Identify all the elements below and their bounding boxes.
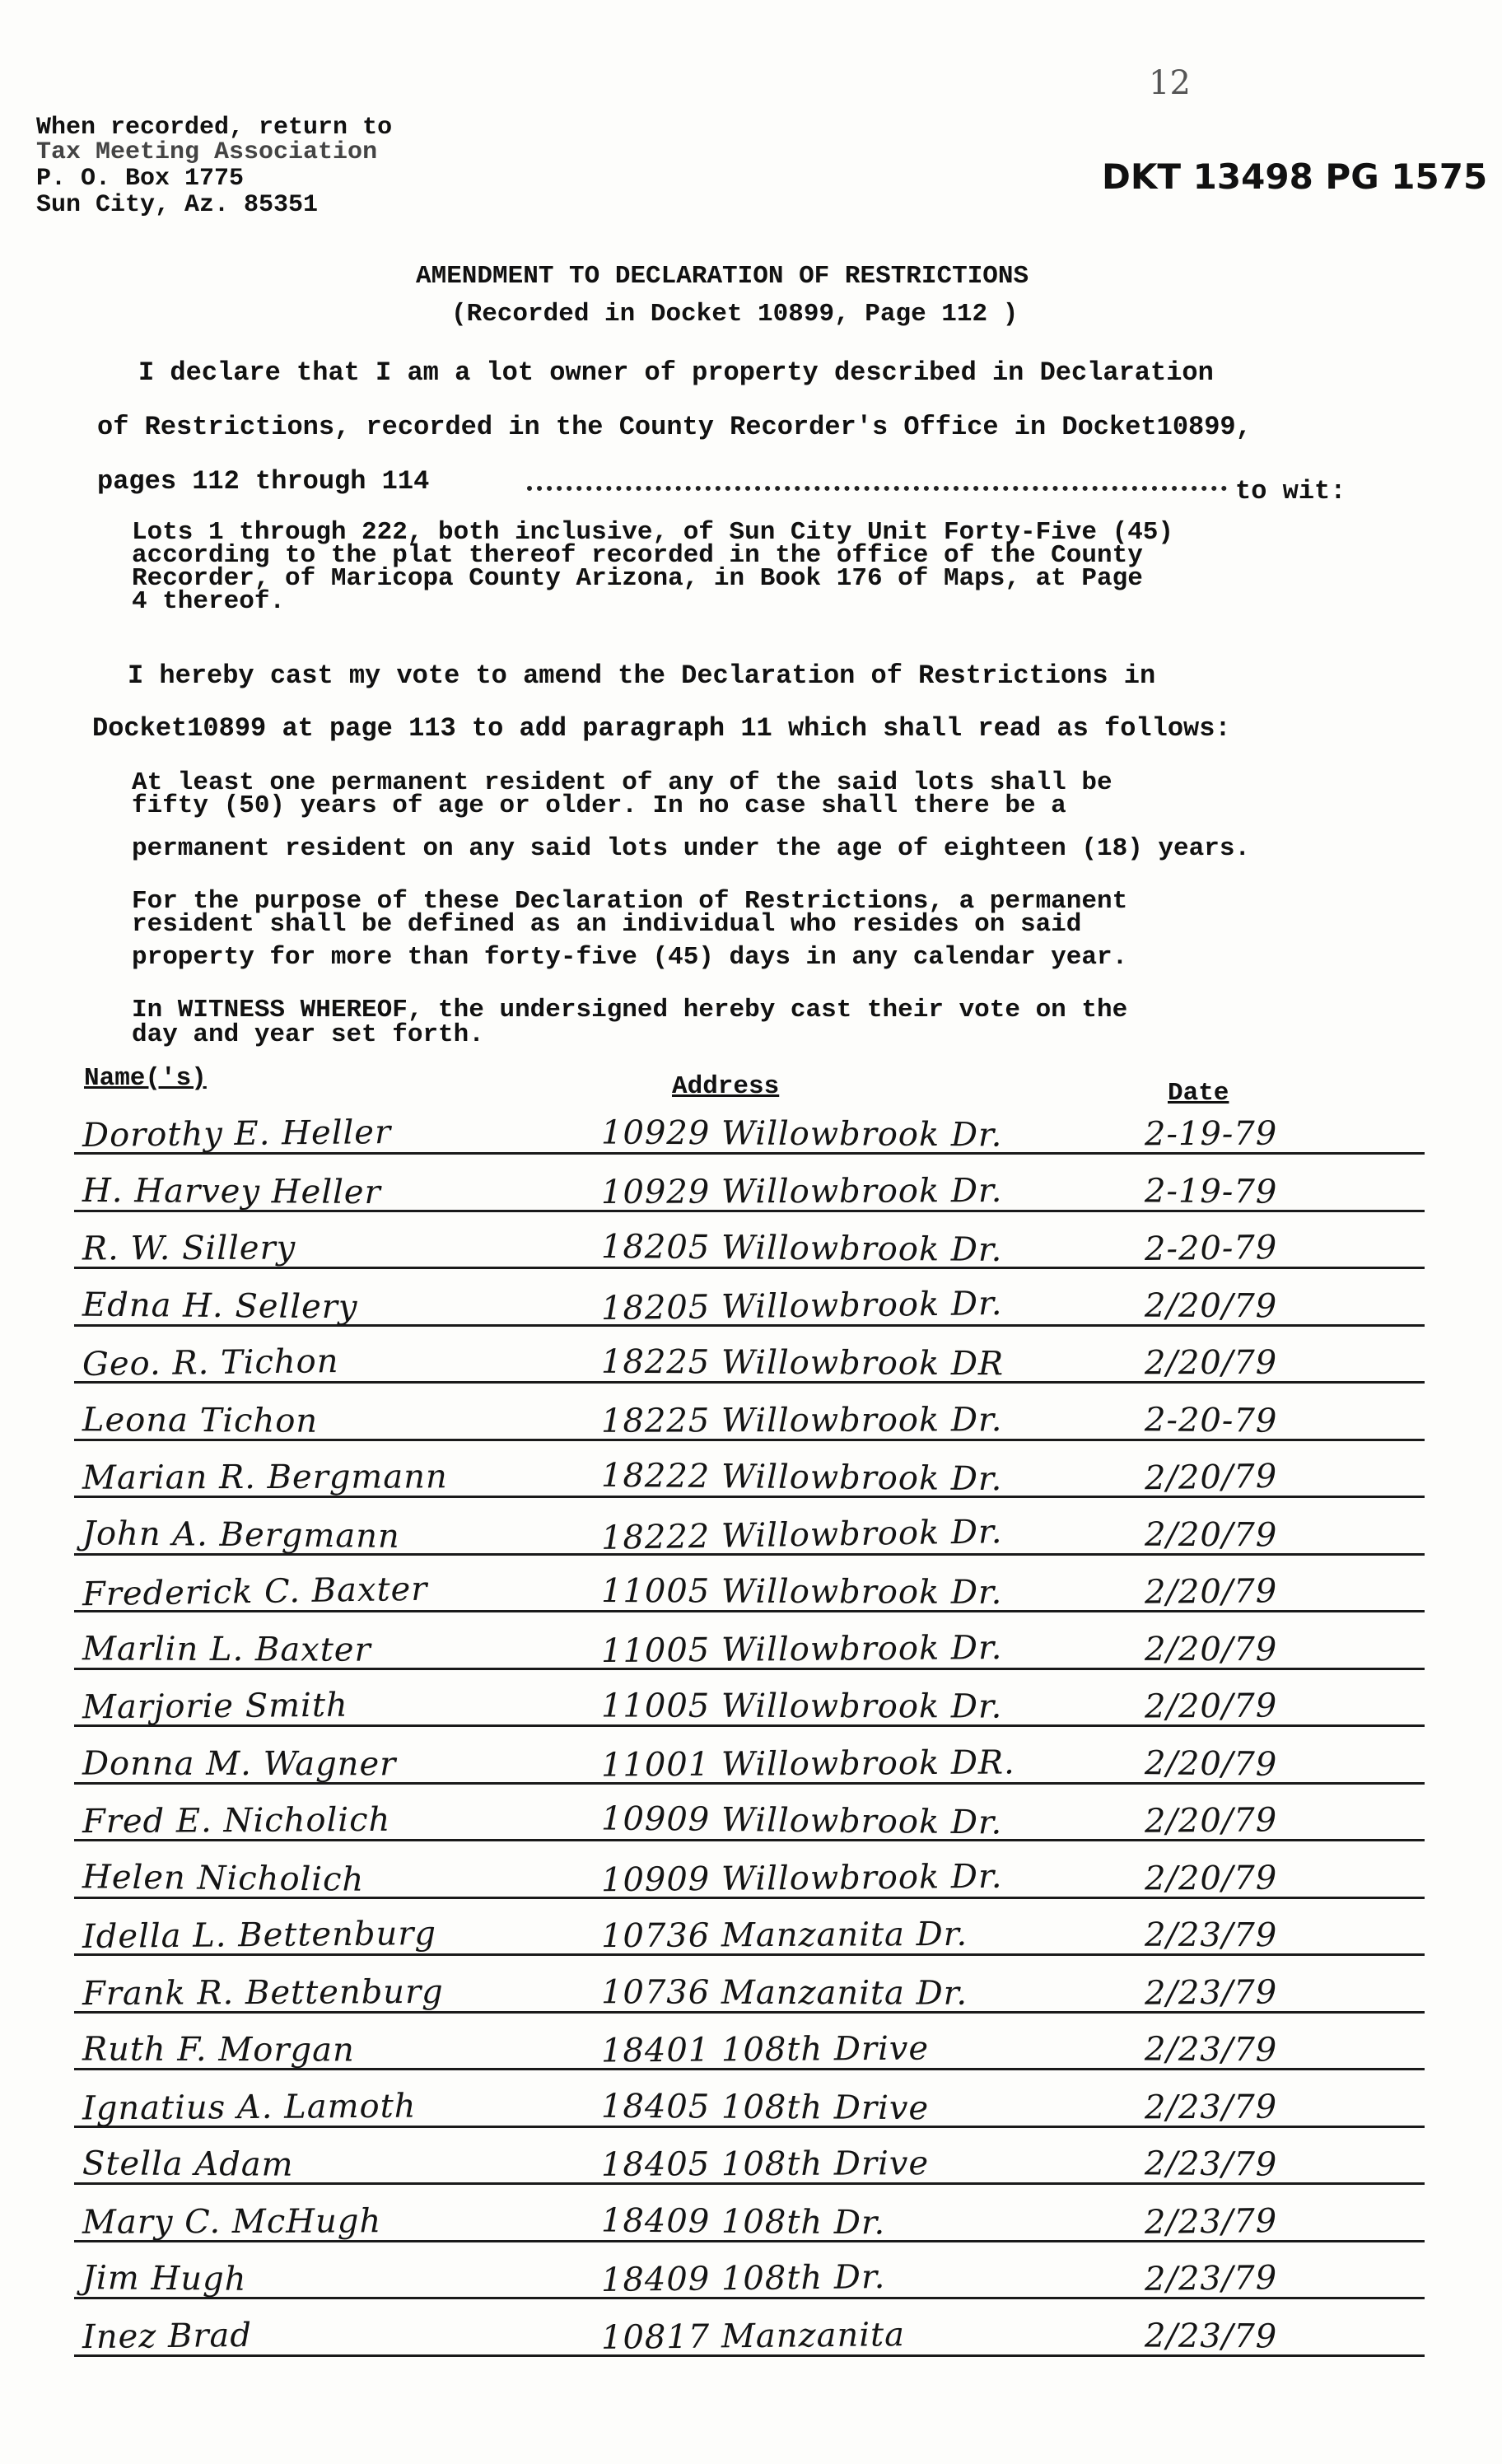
signer-address: 18405 108th Drive — [600, 2087, 930, 2128]
signing-date: 2/23/79 — [1144, 2202, 1278, 2242]
signer-address: 11005 Willowbrook Dr. — [600, 1628, 1003, 1671]
signature-row — [74, 2029, 1425, 2075]
lots-line-1: Lots 1 through 222, both inclusive, of Sun City Unit Forty-Five (45) — [132, 518, 1174, 547]
signing-date: 2/23/79 — [1144, 2317, 1278, 2356]
definition-line-1: For the purpose of these Declaration of Restrictions, a permanent — [132, 887, 1128, 916]
signing-date: 2/20/79 — [1144, 1572, 1278, 1612]
paragraph-11-line-2: fifty (50) years of age or older. In no case shall there be a — [132, 791, 1066, 820]
signer-name: Idella L. Bettenburg — [82, 1914, 437, 1957]
signing-date: 2/20/79 — [1144, 1801, 1278, 1841]
declaration-line-3b: to wit: — [1235, 476, 1346, 506]
signing-date: 2/20/79 — [1144, 1687, 1278, 1726]
signer-name: Donna M. Wagner — [82, 1744, 397, 1784]
signer-name: Edna H. Sellery — [82, 1286, 358, 1327]
signer-address: 10909 Willowbrook Dr. — [600, 1857, 1003, 1900]
signer-name: Marlin L. Baxter — [82, 1630, 371, 1669]
signing-date: 2/20/79 — [1144, 1515, 1278, 1555]
signing-date: 2/20/79 — [1144, 1286, 1278, 1326]
signer-address: 18205 Willowbrook Dr. — [600, 1284, 1003, 1328]
signer-name: Fred E. Nicholich — [82, 1800, 391, 1841]
signer-name: John A. Bergmann — [82, 1514, 400, 1556]
paragraph-11-line-1: At least one permanent resident of any of the said lots shall be — [132, 768, 1113, 797]
signer-address: 18225 Willowbrook DR — [600, 1342, 1005, 1384]
signing-date: 2/23/79 — [1144, 2259, 1278, 2298]
signer-address: 18205 Willowbrook Dr. — [600, 1227, 1003, 1270]
signature-row — [74, 1342, 1425, 1388]
signature-row — [74, 1743, 1425, 1790]
signer-name: Marjorie Smith — [82, 1686, 348, 1727]
docket-page-stamp: DKT 13498 PG 1575 — [1102, 156, 1488, 197]
signer-name: Ruth F. Morgan — [82, 2030, 355, 2070]
signer-address: 10929 Willowbrook Dr. — [600, 1113, 1003, 1155]
signer-address: 18222 Willowbrook Dr. — [600, 1456, 1003, 1499]
signer-address: 10929 Willowbrook Dr. — [600, 1171, 1003, 1212]
vote-line-2: Docket10899 at page 113 to add paragraph 11 which shall read as follows: — [92, 713, 1231, 744]
signature-row — [74, 1171, 1425, 1217]
signer-address: 18222 Willowbrook Dr. — [600, 1513, 1003, 1557]
declaration-line-1: I declare that I am a lot owner of property described in Declaration — [138, 357, 1214, 388]
signer-name: Ignatius A. Lamoth — [82, 2087, 417, 2128]
signer-name: Stella Adam — [82, 2144, 294, 2184]
signing-date: 2/23/79 — [1144, 2088, 1278, 2127]
lots-line-4: 4 thereof. — [132, 587, 286, 616]
signer-name: Leona Tichon — [82, 1401, 319, 1440]
signing-date: 2/20/79 — [1144, 1457, 1278, 1498]
definition-line-2: resident shall be defined as an individual who resides on said — [132, 910, 1082, 939]
signing-date: 2-19-79 — [1144, 1114, 1278, 1154]
dotted-leader — [527, 486, 1227, 491]
signer-name: Inez Brad — [82, 2316, 253, 2357]
signer-address: 10736 Manzanita Dr. — [600, 1973, 968, 2013]
signature-row — [74, 2201, 1425, 2247]
signer-address: 10736 Manzanita Dr. — [600, 1915, 968, 1956]
signature-row — [74, 1629, 1425, 1675]
signing-date: 2/23/79 — [1144, 1916, 1278, 1955]
vote-line-1: I hereby cast my vote to amend the Declaration of Restrictions in — [128, 660, 1156, 691]
signing-date: 2/20/79 — [1144, 1343, 1278, 1383]
signing-date: 2/20/79 — [1144, 1630, 1278, 1669]
signer-address: 11001 Willowbrook DR. — [600, 1743, 1015, 1785]
signature-row — [74, 2316, 1425, 2362]
signature-row — [74, 1686, 1425, 1732]
signer-name: Frederick C. Baxter — [82, 1570, 428, 1614]
return-line-2: Tax Meeting Association — [36, 138, 378, 166]
signer-name: H. Harvey Heller — [82, 1171, 381, 1212]
signature-row — [74, 1858, 1425, 1904]
signature-row — [74, 2144, 1425, 2190]
signer-address: 10909 Willowbrook Dr. — [600, 1799, 1003, 1842]
lots-line-3: Recorder, of Maricopa County Arizona, in Book 176 of Maps, at Page — [132, 564, 1143, 593]
return-line-3: P. O. Box 1775 — [36, 165, 245, 193]
signer-address: 18409 108th Dr. — [600, 2201, 886, 2242]
document-title: AMENDMENT TO DECLARATION OF RESTRICTIONS — [416, 262, 1029, 291]
signer-address: 10817 Manzanita — [600, 2316, 906, 2357]
lots-line-2: according to the plat thereof recorded in the office of the County — [132, 541, 1143, 570]
signer-address: 11005 Willowbrook Dr. — [600, 1571, 1003, 1612]
signature-row — [74, 2258, 1425, 2304]
signature-row — [74, 1400, 1425, 1446]
header-date: Date — [1168, 1079, 1229, 1108]
witness-line-1: In WITNESS WHEREOF, the undersigned hereby cast their vote on the — [132, 996, 1128, 1024]
signer-address: 18225 Willowbrook Dr. — [600, 1401, 1003, 1440]
signer-name: Marian R. Bergmann — [82, 1458, 448, 1497]
signing-date: 2/23/79 — [1144, 1973, 1278, 2013]
signer-address: 18405 108th Drive — [600, 2144, 930, 2184]
signature-row — [74, 1228, 1425, 1274]
corner-page-mark: 12 — [1149, 64, 1191, 102]
signer-name: Helen Nicholich — [82, 1858, 365, 1899]
signature-row — [74, 1915, 1425, 1961]
signer-name: R. W. Sillery — [82, 1229, 296, 1268]
signature-row — [74, 1571, 1425, 1617]
header-name: Name('s) — [84, 1064, 207, 1093]
signer-name: Mary C. McHugh — [82, 2202, 382, 2242]
signer-address: 18409 108th Dr. — [600, 2258, 886, 2299]
signature-row — [74, 1514, 1425, 1561]
return-line-4: Sun City, Az. 85351 — [36, 191, 319, 219]
declaration-line-2: of Restrictions, recorded in the County Recorder's Office in Docket10899, — [97, 412, 1252, 442]
signature-row — [74, 1113, 1425, 1160]
signer-address: 11005 Willowbrook Dr. — [600, 1687, 1003, 1726]
return-line-1: When recorded, return to — [36, 114, 393, 142]
signing-date: 2/20/79 — [1144, 1859, 1278, 1898]
signature-row — [74, 1972, 1425, 2018]
paragraph-11-line-3: permanent resident on any said lots under the age of eighteen (18) years. — [132, 834, 1251, 863]
signature-row — [74, 1800, 1425, 1846]
signature-row — [74, 1286, 1425, 1332]
signing-date: 2-19-79 — [1144, 1172, 1278, 1211]
signer-name: Frank R. Bettenburg — [82, 1972, 444, 2014]
document-subtitle: (Recorded in Docket 10899, Page 112 ) — [451, 300, 1019, 329]
signer-name: Jim Hugh — [82, 2259, 247, 2298]
signing-date: 2/23/79 — [1144, 2144, 1278, 2184]
signature-row — [74, 2087, 1425, 2133]
header-address: Address — [672, 1072, 780, 1101]
signing-date: 2-20-79 — [1144, 1228, 1278, 1269]
signer-name: Dorothy E. Heller — [82, 1113, 392, 1155]
witness-line-2: day and year set forth. — [132, 1020, 484, 1049]
signer-name: Geo. R. Tichon — [82, 1342, 339, 1384]
signing-date: 2-20-79 — [1144, 1401, 1278, 1440]
signer-address: 18401 108th Drive — [600, 2029, 930, 2070]
declaration-line-3a: pages 112 through 114 — [97, 466, 430, 497]
signing-date: 2/20/79 — [1144, 1744, 1278, 1784]
signing-date: 2/23/79 — [1144, 2030, 1278, 2070]
signature-row — [74, 1457, 1425, 1503]
definition-line-3: property for more than forty-five (45) days in any calendar year. — [132, 943, 1128, 972]
